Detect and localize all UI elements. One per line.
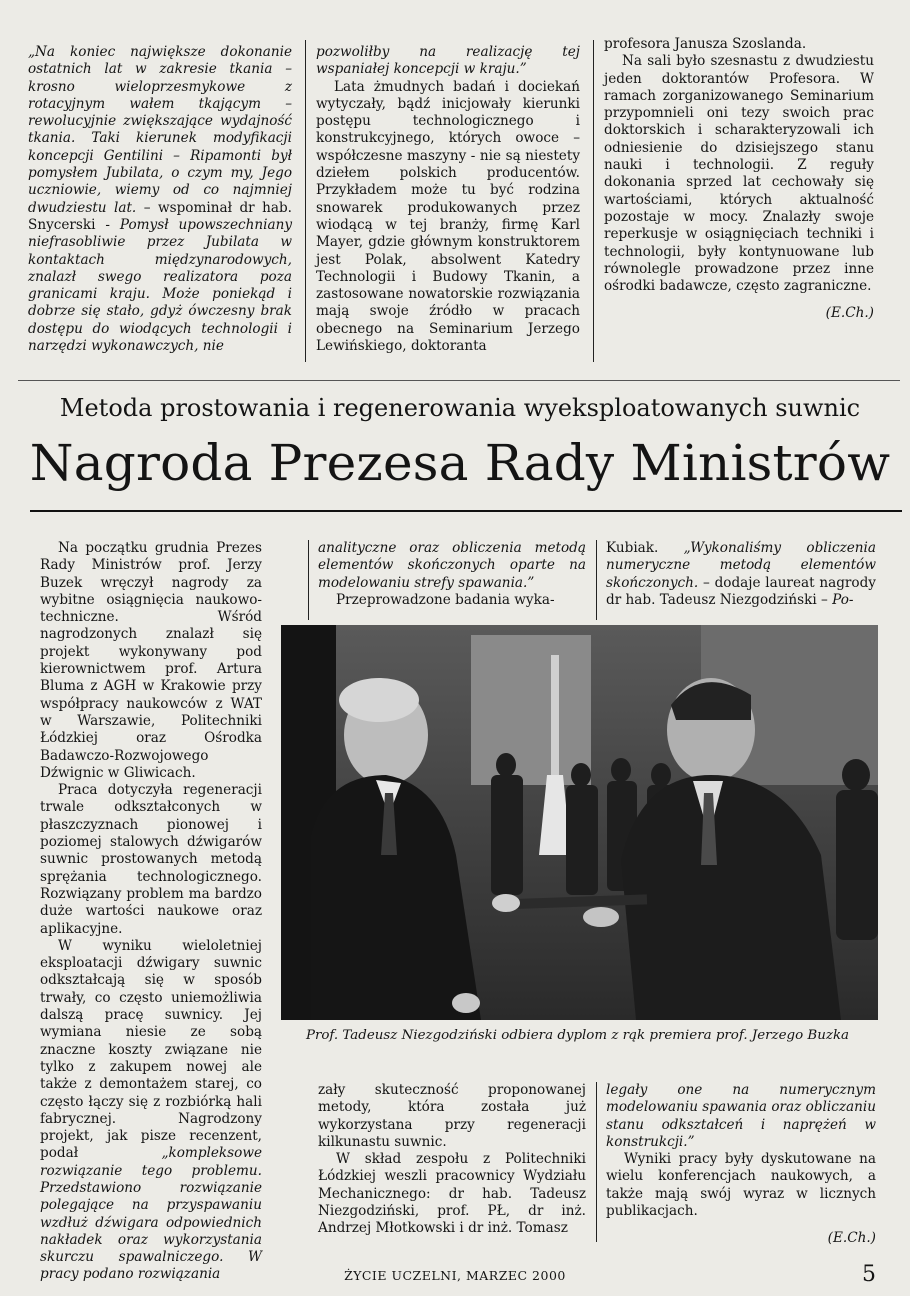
main-left-paragraph-1: Na początku grudnia Prezes Rady Ministrów prof. Jerzy Buzek wręczył nagrody za wybitne osiągnięcia naukowo-techniczne. Wśród nagrodzonych znalazł się projekt wykonywany pod kierownictwem prof. Artura Bluma z AGH w Krakowie przy współpracy naukowców z WAT w Warszawie, Politechniki Łódzkiej oraz Ośrodka Badawczo-Rozwojowego Dźwignic w Gliwicach. <box>40 540 262 781</box>
column-divider <box>593 40 594 362</box>
headline-rule <box>30 510 902 512</box>
main-column-left <box>40 540 262 1284</box>
top-col3-paragraph: Na sali było szesnastu z dwudziestu jeden doktorantów Profesora. W ramach zorganizowanego Seminarium przypomnieli oni tezy swoich prac doktorskich i scharakteryzowali ich odniesienie do dzisiejszego stanu nauki i technologii. Z reguły dokonania sprzed lat cechowały się wartościami, których aktualność pozostaje w mocy. Znalazły swoje reperkusje w osiągnięciach techniki i technologii, były kontynuowane lub równolegle prowadzone przez inne ośrodki badawcze, często zagraniczne. <box>604 53 874 295</box>
column-divider <box>596 540 597 620</box>
main-mid-bottom-paragraph: W skład zespołu z Politechniki Łódzkiej weszli pracownicy Wydziału Mechanicznego: dr hab. Tadeusz Niezgodziński, prof. PŁ, dr inż. Andrzej Młotkowski i dr inż. Tomasz <box>318 1151 586 1237</box>
main-left-paragraph-3: W wyniku wieloletniej eksploatacji dźwigary suwnic odkształcają się w sposób trwały, co często uniemożliwia dalszą pracę suwnicy. Jej wymiana niesie ze sobą znaczne koszty związane nie tylko z zakupem nowej ale także z demontażem starej, co często łączy się z rozbiórką hali fabrycznej. Nagrodzony projekt, jak pisze recenzent, podał <box>40 937 262 1162</box>
top-col3-line: profesora Janusza Szoslanda. <box>604 36 807 52</box>
column-divider <box>305 40 306 362</box>
main-column-mid-bottom <box>318 1082 586 1238</box>
main-column-right-top <box>606 540 876 609</box>
article-subheadline: Metoda prostowania i regenerowania wyeksploatowanych suwnic <box>59 394 861 422</box>
top-article-column-1 <box>28 44 292 355</box>
main-right-continuation: Po- <box>832 591 854 608</box>
page-footer-publication: ŻYCIE UCZELNI, MARZEC 2000 <box>344 1268 566 1283</box>
top-col1-quote: „Na koniec największe dokonanie ostatnich lat w zakresie tkania – krosno wieloprzesmykowe z rotacyjnym wałem tkającym – rewolucyjnie zwiększające wydajność tkania. Taki kierunek modyfikacji koncepcji Gentilini – Ripamonti był pomysłem Jubilata, o czym my, Jego uczniowie, wiemy od co najmniej dwudziestu lat. <box>28 44 292 216</box>
column-divider <box>596 1082 597 1242</box>
top-article-column-2 <box>316 44 580 355</box>
photo-caption: Prof. Tadeusz Niezgodziński odbiera dyplom z rąk premiera prof. Jerzego Buzka <box>305 1028 850 1043</box>
top-article-signature: (E.Ch.) <box>825 305 874 322</box>
main-right-bottom-quote: legały one na numerycznym modelowaniu spawania oraz obliczaniu stanu odkształceń i naprężeń w konstrukcji.” <box>606 1082 876 1150</box>
column-divider <box>308 540 309 620</box>
main-left-quote: „kompleksowe rozwiązanie tego problemu. Przedstawiono rozwiązanie polegające na przyspawaniu wzdłuż dźwigara odpowiednich nakładek oraz wykorzystania skurczu spawalniczego. W pracy podano rozwiązania <box>40 1145 262 1283</box>
main-column-mid-top <box>318 540 586 609</box>
top-article-column-3 <box>604 36 874 323</box>
main-column-right-bottom <box>606 1082 876 1248</box>
top-col1-quote-2: Pomysł upowszechniany niefrasobliwie przez Jubilata w kontaktach międzynarodowych, znalazł swego realizatora poza granicami kraju. Może poniekąd i dobrze się stało, gdyż ówczesny brak dostępu do wiodących technologii i narzędzi wykonawczych, nie <box>28 216 293 355</box>
page-number: 5 <box>862 1262 876 1287</box>
main-mid-quote-end: analityczne oraz obliczenia metodą elementów skończonych oparte na modelowaniu strefy spawania.” <box>318 540 586 591</box>
main-mid-bottom-line: zały skuteczność proponowanej metody, która została już wykorzystana przy regeneracji kilkunastu suwnic. <box>318 1082 586 1150</box>
main-right-bottom-paragraph: Wyniki pracy były dyskutowane na wielu konferencjach naukowych, a także mają swój wyraz w licznych publikacjach. <box>606 1151 876 1220</box>
main-article-signature: (E.Ch.) <box>827 1230 876 1247</box>
top-col2-quote-end: pozwoliłby na realizację tej wspaniałej koncepcji w kraju.” <box>316 44 580 78</box>
main-left-paragraph-2: Praca dotyczyła regeneracji trwale odkształconych w płaszczyznach pionowej i poziomej stalowych dźwigarów suwnic prostowanych metodą sprężania technologicznego. Rozwiązany problem ma bardzo duże wartości naukowe oraz aplikacyjne. <box>40 782 262 937</box>
article-headline: Nagroda Prezesa Rady Ministrów <box>29 434 891 492</box>
main-mid-line: Przeprowadzone badania wyka- <box>336 591 555 608</box>
top-col2-paragraph: Lata żmudnych badań i dociekań wytyczały, bądź inicjowały kierunki postępu technologicznego i konstrukcyjnego, których owoce – współczesne maszyny - nie są niestety dziełem polskich producentów. Przykładem może tu być rodzina snowarek produkowanych przez wiodącą w tej branży, firmę Karl Mayer, gdzie głównym konstruktorem jest Polak, absolwent Katedry Technologii i Budowy Tkanin, a zastosowane nowatorskie rozwiązania mają swoje źródło w pracach obecnego na Seminarium Jerzego Lewińskiego, doktoranta <box>316 78 580 355</box>
photo-illustration <box>281 625 878 1020</box>
main-right-name: Kubiak. <box>606 540 684 556</box>
main-right-attribution: – dodaje laureat nagrody dr hab. Tadeusz Niezgodziński – <box>606 574 876 608</box>
top-col1-attribution: – wspominał dr hab. Snycerski - <box>28 199 292 233</box>
section-rule-top <box>18 380 900 381</box>
main-right-quote: „Wykonaliśmy obliczenia numeryczne metodą elementów skończonych. <box>606 540 876 591</box>
award-ceremony-photo <box>281 625 878 1020</box>
